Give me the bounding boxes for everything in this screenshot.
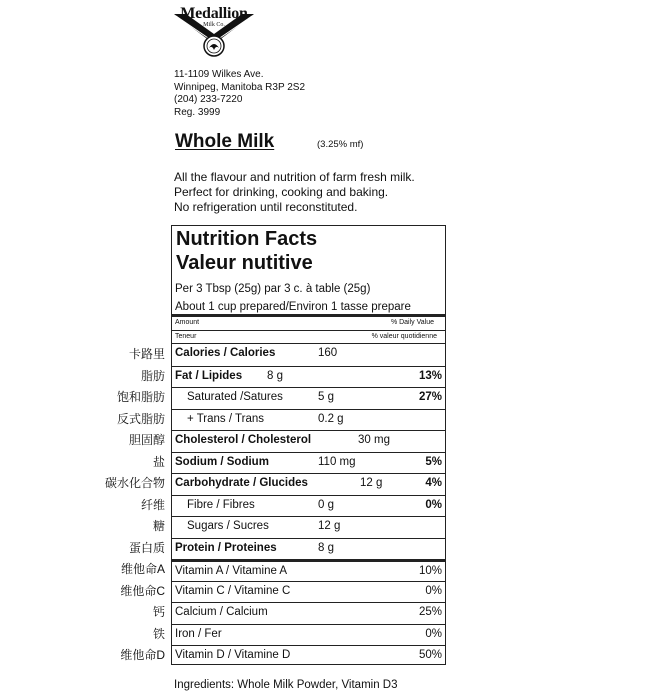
nutrient-label: Fat / Lipides [175,369,243,382]
description-line: No refrigeration until reconstituted. [174,200,358,214]
nutrient-label: Calories / Calories [175,347,276,359]
nutrition-row [172,602,445,624]
nutrition-row [172,538,445,560]
chinese-nutrient-label: 卡路里 [128,347,165,361]
milk-fat-note: (3.25% mf) [317,139,364,150]
nutrition-row [172,581,445,603]
product-name: Whole Milk [175,131,275,152]
nutrient-amount: 8 g [318,541,334,554]
nutrition-row [172,559,445,581]
divider [172,314,445,317]
ingredients-text: Ingredients: Whole Milk Powder, Vitamin D3 [174,679,398,691]
nutrient-amount: 30 mg [358,434,390,446]
daily-value-header: % Daily Value [390,319,434,326]
daily-value-header-fr: % valeur quotidienne [371,333,437,340]
nutrient-label: Vitamin A / Vitamine A [175,565,288,577]
address-line-1: 11-1109 Wilkes Ave. [174,69,264,80]
nutrition-row [172,344,445,366]
nutrient-daily-value: 25% [418,606,442,618]
nutrition-row [172,495,445,517]
nutrient-label: Sodium / Sodium [175,455,269,468]
chinese-nutrient-label: 饱和脂肪 [116,390,165,404]
nutrition-facts-panel [171,225,446,665]
nutrient-label: Fibre / Fibres [187,498,255,511]
nutrient-daily-value: 5% [425,455,442,468]
chinese-nutrient-label: 糖 [152,519,165,533]
nutrient-label: Protein / Proteines [175,541,277,554]
nutrition-row [172,624,445,646]
description-line: Perfect for drinking, cooking and baking. [174,185,389,199]
logo-brand-text: Medallion [180,5,248,22]
nutrient-amount: 12 g [318,520,341,532]
nutrient-amount: 110 mg [318,455,356,468]
registration-number: Reg. 3999 [174,106,221,118]
nutrient-label: Calcium / Calcium [175,606,268,618]
nutrient-daily-value: 50% [418,649,442,661]
chinese-nutrient-label: 钙 [152,605,165,619]
nutrient-daily-value: 0% [425,584,442,597]
nutrient-amount: 12 g [360,477,383,489]
chinese-nutrient-label: 胆固醇 [128,433,165,447]
chinese-nutrient-label: 维他命C [120,583,165,598]
nutrient-label: Vitamin C / Vitamine C [175,584,291,597]
address-line-2: Winnipeg, Manitoba R3P 2S2 [174,81,306,93]
chinese-nutrient-label: 铁 [152,626,165,641]
divider [172,330,445,331]
nutrition-title-fr: Valeur nutitive [176,252,313,274]
product-description [174,170,415,215]
nutrient-daily-value: 13% [418,369,442,382]
nutrition-row [172,387,445,409]
chinese-nutrient-label: 碳水化合物 [104,476,165,490]
nutrient-label: Vitamin D / Vitamine D [175,649,291,661]
nutrition-row [172,430,445,452]
amount-header-fr: Teneur [175,333,197,340]
chinese-nutrient-label: 维他命A [120,562,165,576]
chinese-nutrient-label: 纤维 [140,497,165,512]
serving-size: Per 3 Tbsp (25g) par 3 c. à table (25g) [175,283,371,295]
nutrient-amount: 160 [318,347,338,359]
nutrition-row [172,366,445,388]
chinese-nutrient-label: 蛋白质 [128,540,165,555]
description-line: All the flavour and nutrition of farm fresh milk. [174,170,415,184]
nutrient-label: Iron / Fer [175,627,222,640]
nutrient-amount: 5 g [318,391,334,403]
nutrition-row [172,645,445,667]
phone-number: (204) 233-7220 [174,94,243,105]
company-logo [172,4,256,60]
chinese-nutrient-label: 脂肪 [140,368,165,383]
nutrient-label: Saturated /Satures [187,391,283,403]
nutrient-daily-value: 0% [425,627,442,640]
amount-header: Amount [175,319,200,326]
nutrient-daily-value: 0% [425,498,442,511]
nutrition-row [172,473,445,495]
nutrient-amount: 8 g [267,369,283,382]
nutrition-row [172,452,445,474]
company-address [174,69,305,119]
nutrient-label: Cholesterol / Cholesterol [175,434,312,446]
chinese-nutrient-label: 反式脂肪 [116,411,165,426]
chinese-nutrient-label: 维他命D [120,648,165,662]
serving-prepared: About 1 cup prepared/Environ 1 tasse prepare [175,301,411,313]
chinese-nutrient-label: 盐 [152,454,165,469]
nutrition-row [172,516,445,538]
nutrient-amount: 0 g [318,498,334,511]
nutrient-daily-value: 4% [425,477,442,489]
logo-sub-text: Milk Co. [203,22,225,28]
nutrient-label: Carbohydrate / Glucides [175,477,308,489]
nutrient-label: + Trans / Trans [187,412,265,425]
nutrition-title-en: Nutrition Facts [176,228,318,250]
nutrition-row [172,409,445,431]
nutrient-daily-value: 27% [418,391,442,403]
nutrient-daily-value: 10% [418,565,442,577]
nutrient-label: Sugars / Sucres [187,520,269,532]
nutrient-amount: 0.2 g [318,412,344,425]
